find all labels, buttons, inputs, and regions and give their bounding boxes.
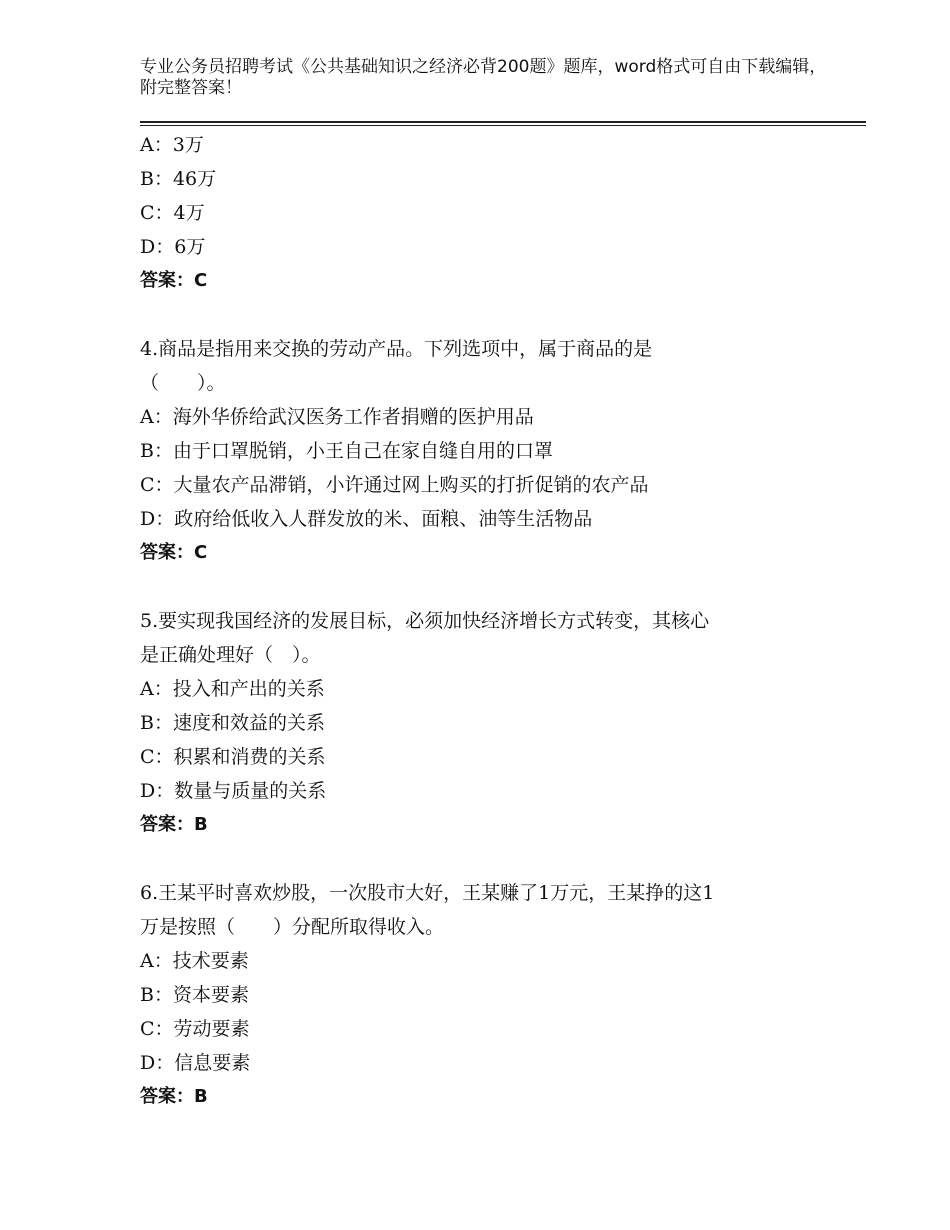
option-d: D：信息要素 xyxy=(140,1052,251,1074)
option-b: B：速度和效益的关系 xyxy=(140,712,325,734)
header-rule-thick xyxy=(140,121,866,123)
option-b: B：由于口罩脱销，小王自己在家自缝自用的口罩 xyxy=(140,440,553,462)
question-4 xyxy=(140,332,840,570)
option-c: C：4万 xyxy=(140,202,205,224)
option-a: A：技术要素 xyxy=(140,950,249,972)
header-rule-thin xyxy=(140,125,866,126)
option-c: C：积累和消费的关系 xyxy=(140,746,326,768)
option-a: A：投入和产出的关系 xyxy=(140,678,325,700)
option-d: D：6万 xyxy=(140,236,206,258)
option-d: D：数量与质量的关系 xyxy=(140,780,327,802)
question-stem: 5.要实现我国经济的发展目标，必须加快经济增长方式转变，其核心 xyxy=(140,610,710,632)
question-3-partial xyxy=(140,128,840,298)
question-list xyxy=(140,128,840,1114)
question-5 xyxy=(140,604,840,842)
option-c: C：大量农产品滞销，小许通过网上购买的打折促销的农产品 xyxy=(140,474,649,496)
question-stem: 6.王某平时喜欢炒股，一次股市大好，王某赚了1万元，王某挣的这1 xyxy=(140,882,715,904)
answer-label: 答案：C xyxy=(140,542,208,563)
question-stem-continued: （ ）。 xyxy=(140,372,226,394)
option-d: D：政府给低收入人群发放的米、面粮、油等生活物品 xyxy=(140,508,593,530)
question-stem: 4.商品是指用来交换的劳动产品。下列选项中，属于商品的是 xyxy=(140,338,653,360)
option-c: C：劳动要素 xyxy=(140,1018,250,1040)
option-a: A：海外华侨给武汉医务工作者捐赠的医护用品 xyxy=(140,406,534,428)
answer-label: 答案：B xyxy=(140,1086,208,1107)
option-b: B：资本要素 xyxy=(140,984,249,1006)
option-a: A：3万 xyxy=(140,134,204,156)
question-stem-continued: 万是按照（ ）分配所取得收入。 xyxy=(140,916,445,938)
answer-label: 答案：B xyxy=(140,814,208,835)
document-header: 专业公务员招聘考试《公共基础知识之经济必背200题》题库，word格式可自由下载编辑，附完整答案！ xyxy=(140,57,827,98)
option-b: B：46万 xyxy=(140,168,217,190)
answer-label: 答案：C xyxy=(140,270,208,291)
question-stem-continued: 是正确处理好（ ）。 xyxy=(140,644,321,666)
question-6 xyxy=(140,876,840,1114)
